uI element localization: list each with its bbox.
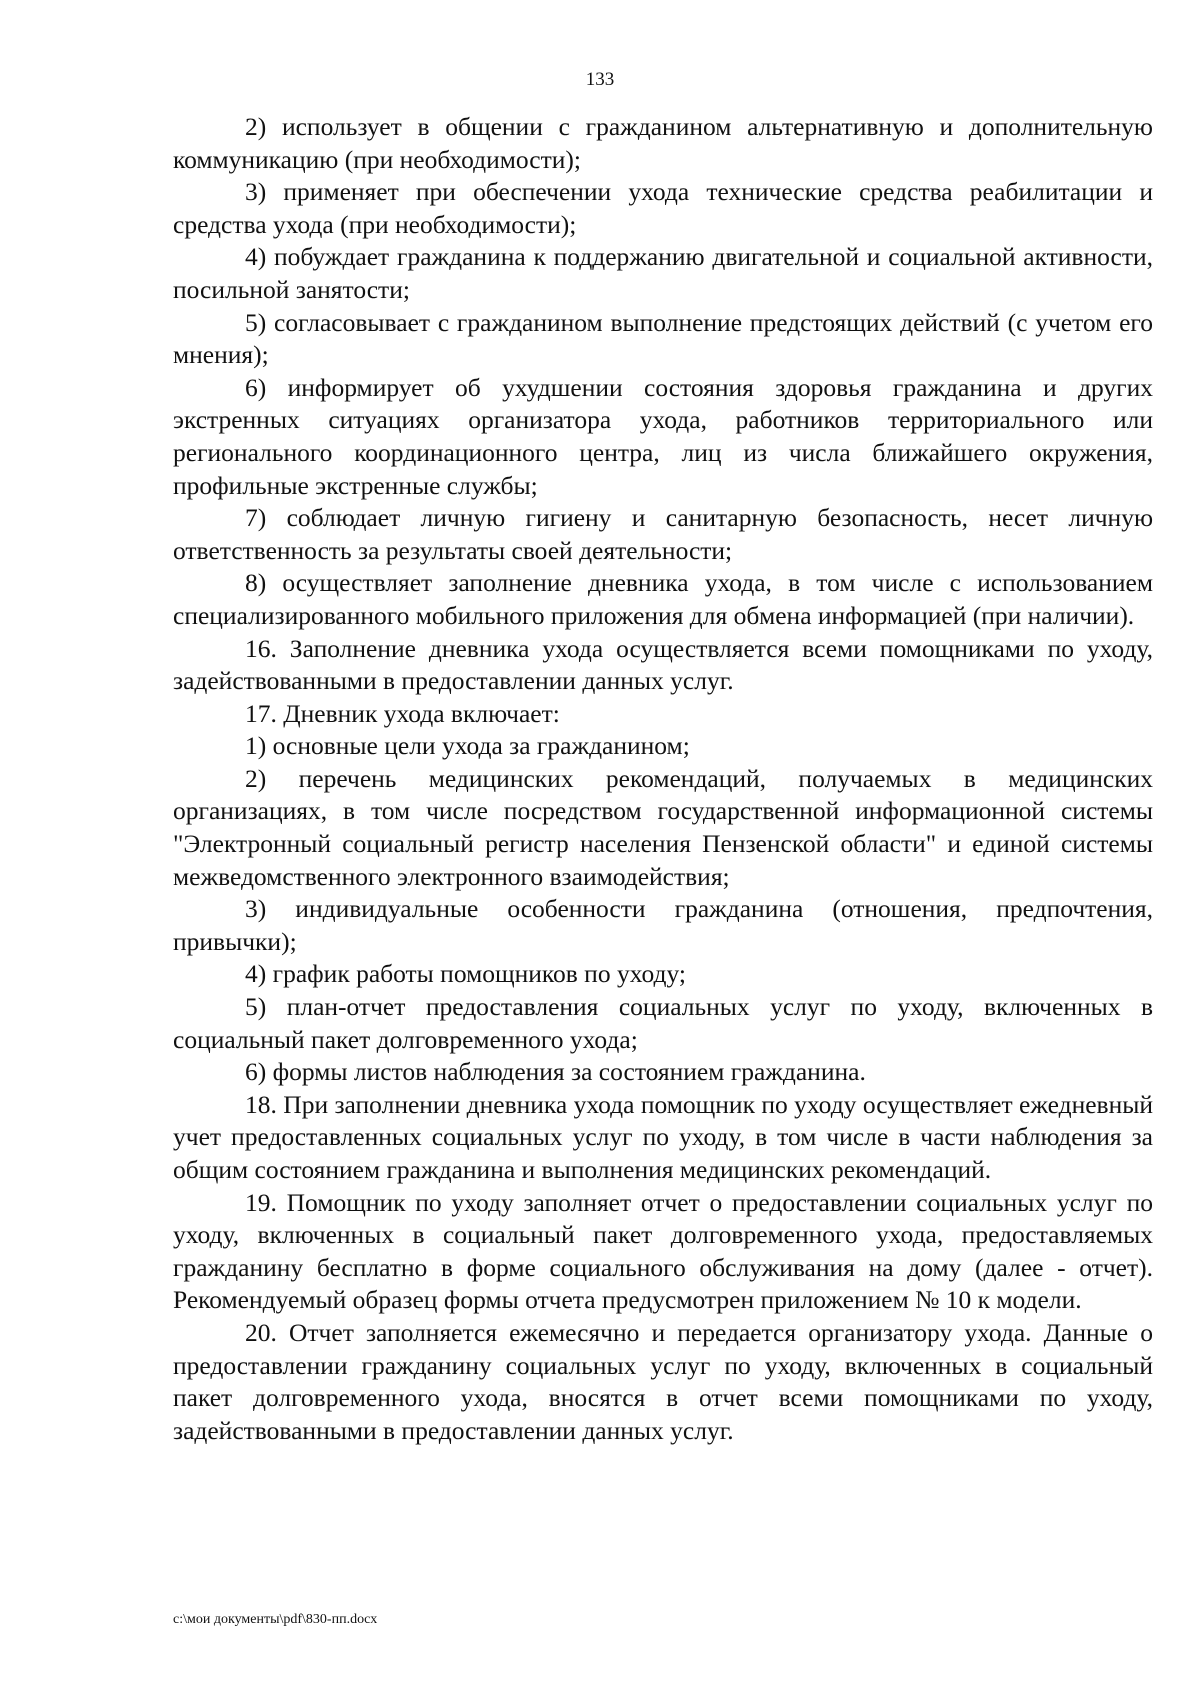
paragraph-clause-19: 19. Помощник по уходу заполняет отчет о предоставлении социальных услуг по уходу, включенных в социальный пакет долговременного ухода, предоставляемых гражданину бесплатно в форме социального обслуживания на дому (далее - отчет). Рекомендуемый образец формы отчета предусмотрен приложением № 10 к модели.: [173, 1187, 1153, 1315]
paragraph-diary-item-2: 2) перечень медицинских рекомендаций, получаемых в медицинских организациях, в том числе посредством государственной информационной системы "Электронный социальный регистр населения Пензенской области" и единой системы межведомственного электронного взаимодействия;: [173, 763, 1153, 891]
paragraph-item-3: 3) применяет при обеспечении ухода технические средства реабилитации и средства ухода (при необходимости);: [173, 177, 1153, 239]
paragraph-diary-item-3: 3) индивидуальные особенности гражданина (отношения, предпочтения, привычки);: [173, 894, 1153, 956]
paragraph-clause-16: 16. Заполнение дневника ухода осуществляется всеми помощниками по уходу, задействованными в предоставлении данных услуг.: [173, 633, 1153, 696]
paragraph-clause-18: 18. При заполнении дневника ухода помощник по уходу осуществляет ежедневный учет предоставленных социальных услуг по уходу, в том числе в части наблюдения за общим состоянием гражданина и выполнения медицинских рекомендаций.: [173, 1089, 1153, 1184]
page-number: 133: [585, 69, 615, 90]
paragraph-clause-20: 20. Отчет заполняется ежемесячно и передается организатору ухода. Данные о предоставлении гражданину социальных услуг по уходу, включенных в социальный пакет долговременного ухода, вносятся в отчет всеми помощниками по уходу, задействованными в предоставлении данных услуг.: [173, 1317, 1153, 1445]
document-body: [173, 111, 1153, 1447]
paragraph-clause-17: 17. Дневник ухода включает:: [245, 698, 560, 728]
paragraph-item-6: 6) информирует об ухудшении состояния здоровья гражданина и других экстренных ситуациях организатора ухода, работников территориального или регионального координационного центра, лиц из числа ближайшего окружения, профильные экстренные службы;: [173, 372, 1153, 500]
paragraph-diary-item-5: 5) план-отчет предоставления социальных услуг по уходу, включенных в социальный пакет долговременного ухода;: [173, 992, 1153, 1054]
paragraph-item-8: 8) осуществляет заполнение дневника ухода, в том числе с использованием специализированного мобильного приложения для обмена информацией (при наличии).: [173, 568, 1153, 630]
paragraph-diary-item-4: 4) график работы помощников по уходу;: [245, 959, 686, 989]
paragraph-diary-item-1: 1) основные цели ухода за гражданином;: [245, 731, 690, 761]
paragraph-item-7: 7) соблюдает личную гигиену и санитарную безопасность, несет личную ответственность за результаты своей деятельности;: [173, 503, 1153, 565]
paragraph-item-4: 4) побуждает гражданина к поддержанию двигательной и социальной активности, посильной занятости;: [173, 242, 1153, 304]
paragraph-item-5: 5) согласовывает с гражданином выполнение предстоящих действий (с учетом его мнения);: [173, 307, 1153, 370]
footer-file-path: c:\мои документы\pdf\830-пп.docx: [173, 1612, 378, 1627]
paragraph-diary-item-6: 6) формы листов наблюдения за состоянием гражданина.: [245, 1057, 866, 1087]
paragraph-item-2: 2) использует в общении с гражданином альтернативную и дополнительную коммуникацию (при необходимости);: [173, 112, 1153, 174]
